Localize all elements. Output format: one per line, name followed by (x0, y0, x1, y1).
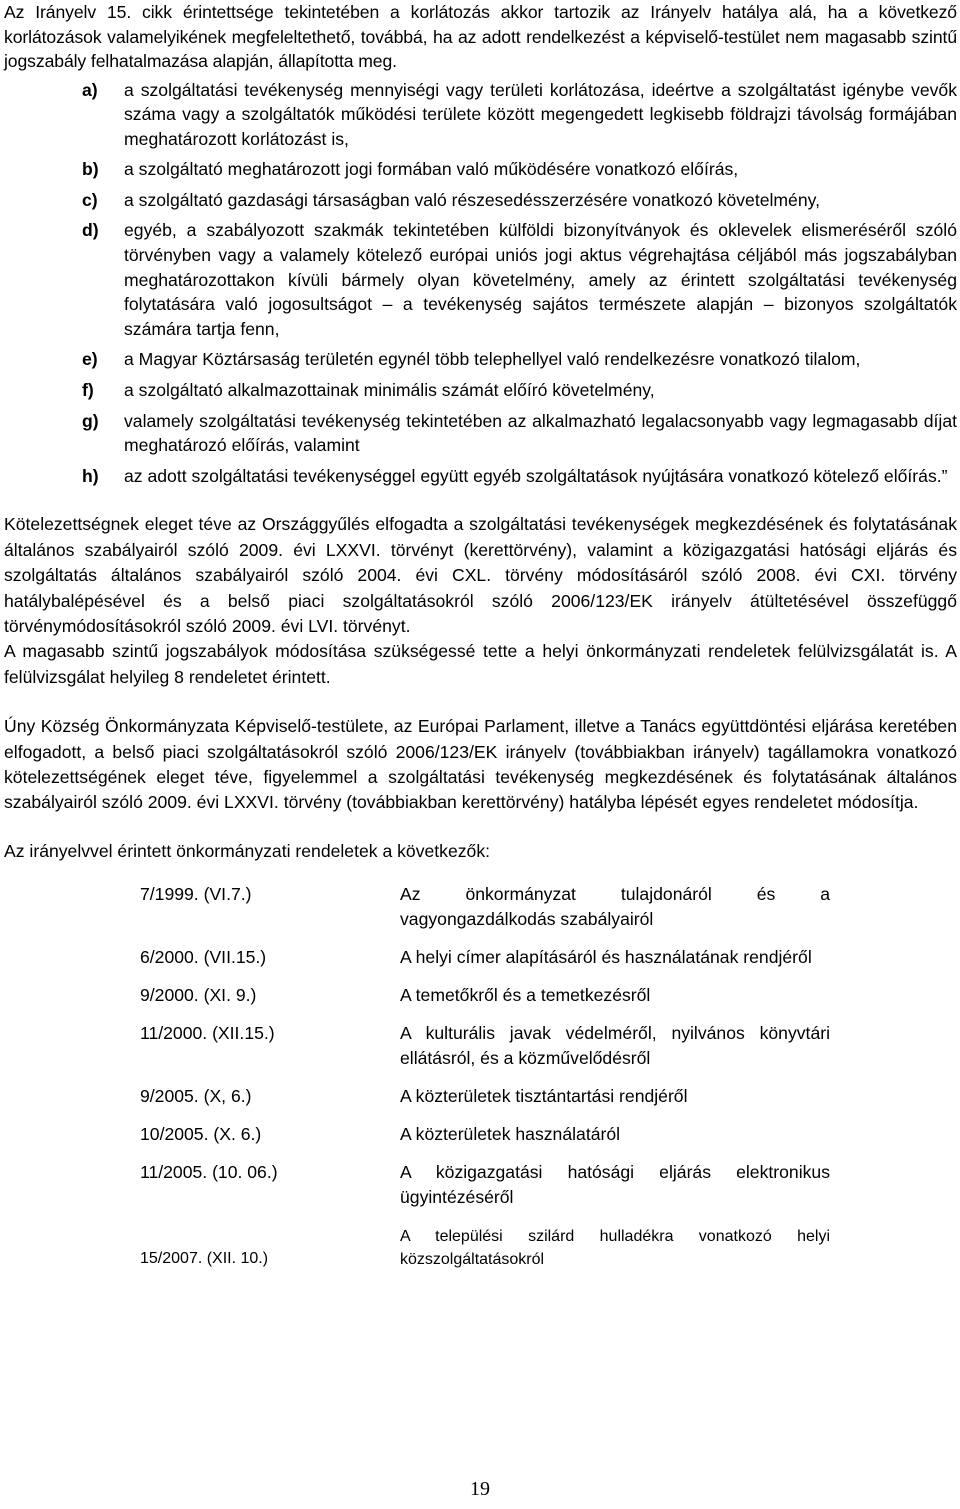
regulation-title: A kulturális javak védelméről, nyilvános könyvtári ellátásról, és a közművelődésről (400, 1023, 830, 1069)
table-row (140, 1223, 830, 1284)
table-row (140, 983, 830, 1021)
list-item (82, 378, 957, 403)
regulation-title: A közterületek tisztántartási rendjéről (400, 1086, 688, 1107)
table-row (140, 1084, 830, 1122)
regulation-number: 6/2000. (VII.15.) (140, 947, 267, 968)
paragraph-council: Úny Község Önkormányzata Képviselő-testülete, az Európai Parlament, illetve a Tanács együttdöntési eljárása keretében elfogadott, a belső piaci szolgáltatásokról szóló 2006/123/EK irányelv (továbbiakban irányelv) tagállamokra vonatkozó kötelezettségének eleget téve, figyelemmel a szolgáltatási tevékenység megkezdésének és folytatásának általános szabályairól szóló 2009. évi LXXVI. törvény (továbbiakban kerettörvény) hatályba lépését egyes rendeletet módosítja. (4, 716, 957, 813)
list-item-label: b) (82, 159, 99, 180)
regulation-number: 11/2000. (XII.15.) (140, 1023, 275, 1044)
list-item-text: valamely szolgáltatási tevékenység tekintetében az alkalmazható legalacsonyabb vagy legmagasabb díjat meghatározó előírás, valamint (124, 410, 957, 456)
list-item-label: g) (82, 410, 99, 431)
table-row (140, 1021, 830, 1084)
table-row (140, 1160, 830, 1223)
list-item-label: e) (82, 349, 98, 370)
list-item (82, 347, 957, 372)
regulation-title: A települési szilárd hulladékra vonatkozó helyi közszolgáltatásokról (400, 1228, 830, 1269)
list-item (82, 464, 957, 489)
list-item (82, 188, 957, 213)
regulation-title: A temetőkről és a temetkezésről (400, 985, 651, 1006)
table-row (140, 1122, 830, 1160)
regulation-number: 10/2005. (X. 6.) (140, 1124, 262, 1145)
list-item (82, 409, 957, 458)
regulation-title: A közterületek használatáról (400, 1124, 621, 1145)
list-item-label: d) (82, 220, 99, 241)
regulation-number: 9/2005. (X, 6.) (140, 1086, 252, 1107)
list-item-text: a Magyar Köztársaság területén egynél több telephellyel való rendelkezésre vonatkozó tilalom, (124, 349, 861, 370)
list-item-label: h) (82, 465, 99, 486)
list-item-label: a) (82, 79, 98, 100)
list-item (82, 218, 957, 341)
list-item-text: az adott szolgáltatási tevékenységgel együtt egyéb szolgáltatások nyújtására vonatkozó kötelező előírás.” (124, 465, 948, 486)
intro-paragraph: Az Irányelv 15. cikk érintettsége tekintetében a korlátozás akkor tartozik az Irányelv hatálya alá, ha a következő korlátozások valamelyikének megfeleltethető, továbbá, ha az adott rendelkezést a képviselő-testület nem magasabb szintű jogszabály felhatalmazása alapján, állapította meg. (4, 2, 957, 71)
paragraph-review: A magasabb szintű jogszabályok módosítása szükségessé tette a helyi önkormányzati rendeletek felülvizsgálatát is. A felülvizsgálat helyileg 8 rendeletet érintett. (4, 641, 957, 687)
list-item (82, 157, 957, 182)
regulation-number: 9/2000. (XI. 9.) (140, 985, 257, 1006)
regulation-number: 11/2005. (10. 06.) (140, 1162, 278, 1183)
restriction-list (4, 78, 957, 489)
list-item-text: a szolgáltató alkalmazottainak minimális számát előíró követelmény, (124, 380, 655, 401)
list-item-text: egyéb, a szabályozott szakmák tekintetében külföldi bizonyítványok és oklevelek elismeréséről szóló törvényben vagy a valamely kötelező európai uniós jogi aktus végrehajtása céljából más jogszabályban meghatározottakon kívüli bármely olyan követelmény, amely az érintett szolgáltatási tevékenység folytatására való jogosultságot – a tevékenység sajátos természete alapján – bizonyos szolgáltatók számára tartja fenn, (124, 220, 957, 339)
list-item (82, 78, 957, 152)
paragraph-obligation: Kötelezettségnek eleget téve az Országgyűlés elfogadta a szolgáltatási tevékenységek megkezdésének és folytatásának általános szabályairól szóló 2009. évi LXXVI. törvényt (kerettörvény), valamint a közigazgatási hatósági eljárás és szolgáltatás általános szabályairól szóló 2004. évi CXL. törvény módosításáról szóló 2008. évi CXI. törvény hatálybalépésével és a belső piaci szolgáltatásokról szóló 2006/123/EK irányelv átültetésével összefüggő törvénymódosításokról szóló 2009. évi LVI. törvényt. (4, 514, 957, 637)
regulation-title: A közigazgatási hatósági eljárás elektronikus ügyintézéséről (400, 1162, 830, 1208)
regulation-number: 7/1999. (VI.7.) (140, 884, 252, 905)
regulation-title: Az önkormányzat tulajdonáról és a vagyongazdálkodás szabályairól (400, 884, 830, 930)
list-item-text: a szolgáltató meghatározott jogi formában való működésére vonatkozó előírás, (124, 159, 739, 180)
affected-regulations-table (140, 882, 830, 1284)
list-item-text: a szolgáltatási tevékenység mennyiségi vagy területi korlátozása, ideértve a szolgáltatást igénybe vevők száma vagy a szolgáltatók működési területe között megengedett legkisebb földrajzi távolság formájában meghatározott korlátozást is, (124, 79, 957, 149)
regulation-title: A helyi címer alapításáról és használatának rendjéről (400, 947, 812, 968)
list-item-text: a szolgáltató gazdasági társaságban való részesedésszerzésére vonatkozó követelmény, (124, 189, 821, 210)
list-item-label: f) (82, 380, 94, 401)
paragraph-affected-intro: Az irányelvvel érintett önkormányzati rendeletek a következők: (4, 840, 491, 861)
table-row (140, 882, 830, 945)
list-item-label: c) (82, 189, 98, 210)
regulation-number: 15/2007. (XII. 10.) (140, 1250, 269, 1268)
table-row (140, 945, 830, 983)
page-number: 19 (470, 1478, 490, 1500)
